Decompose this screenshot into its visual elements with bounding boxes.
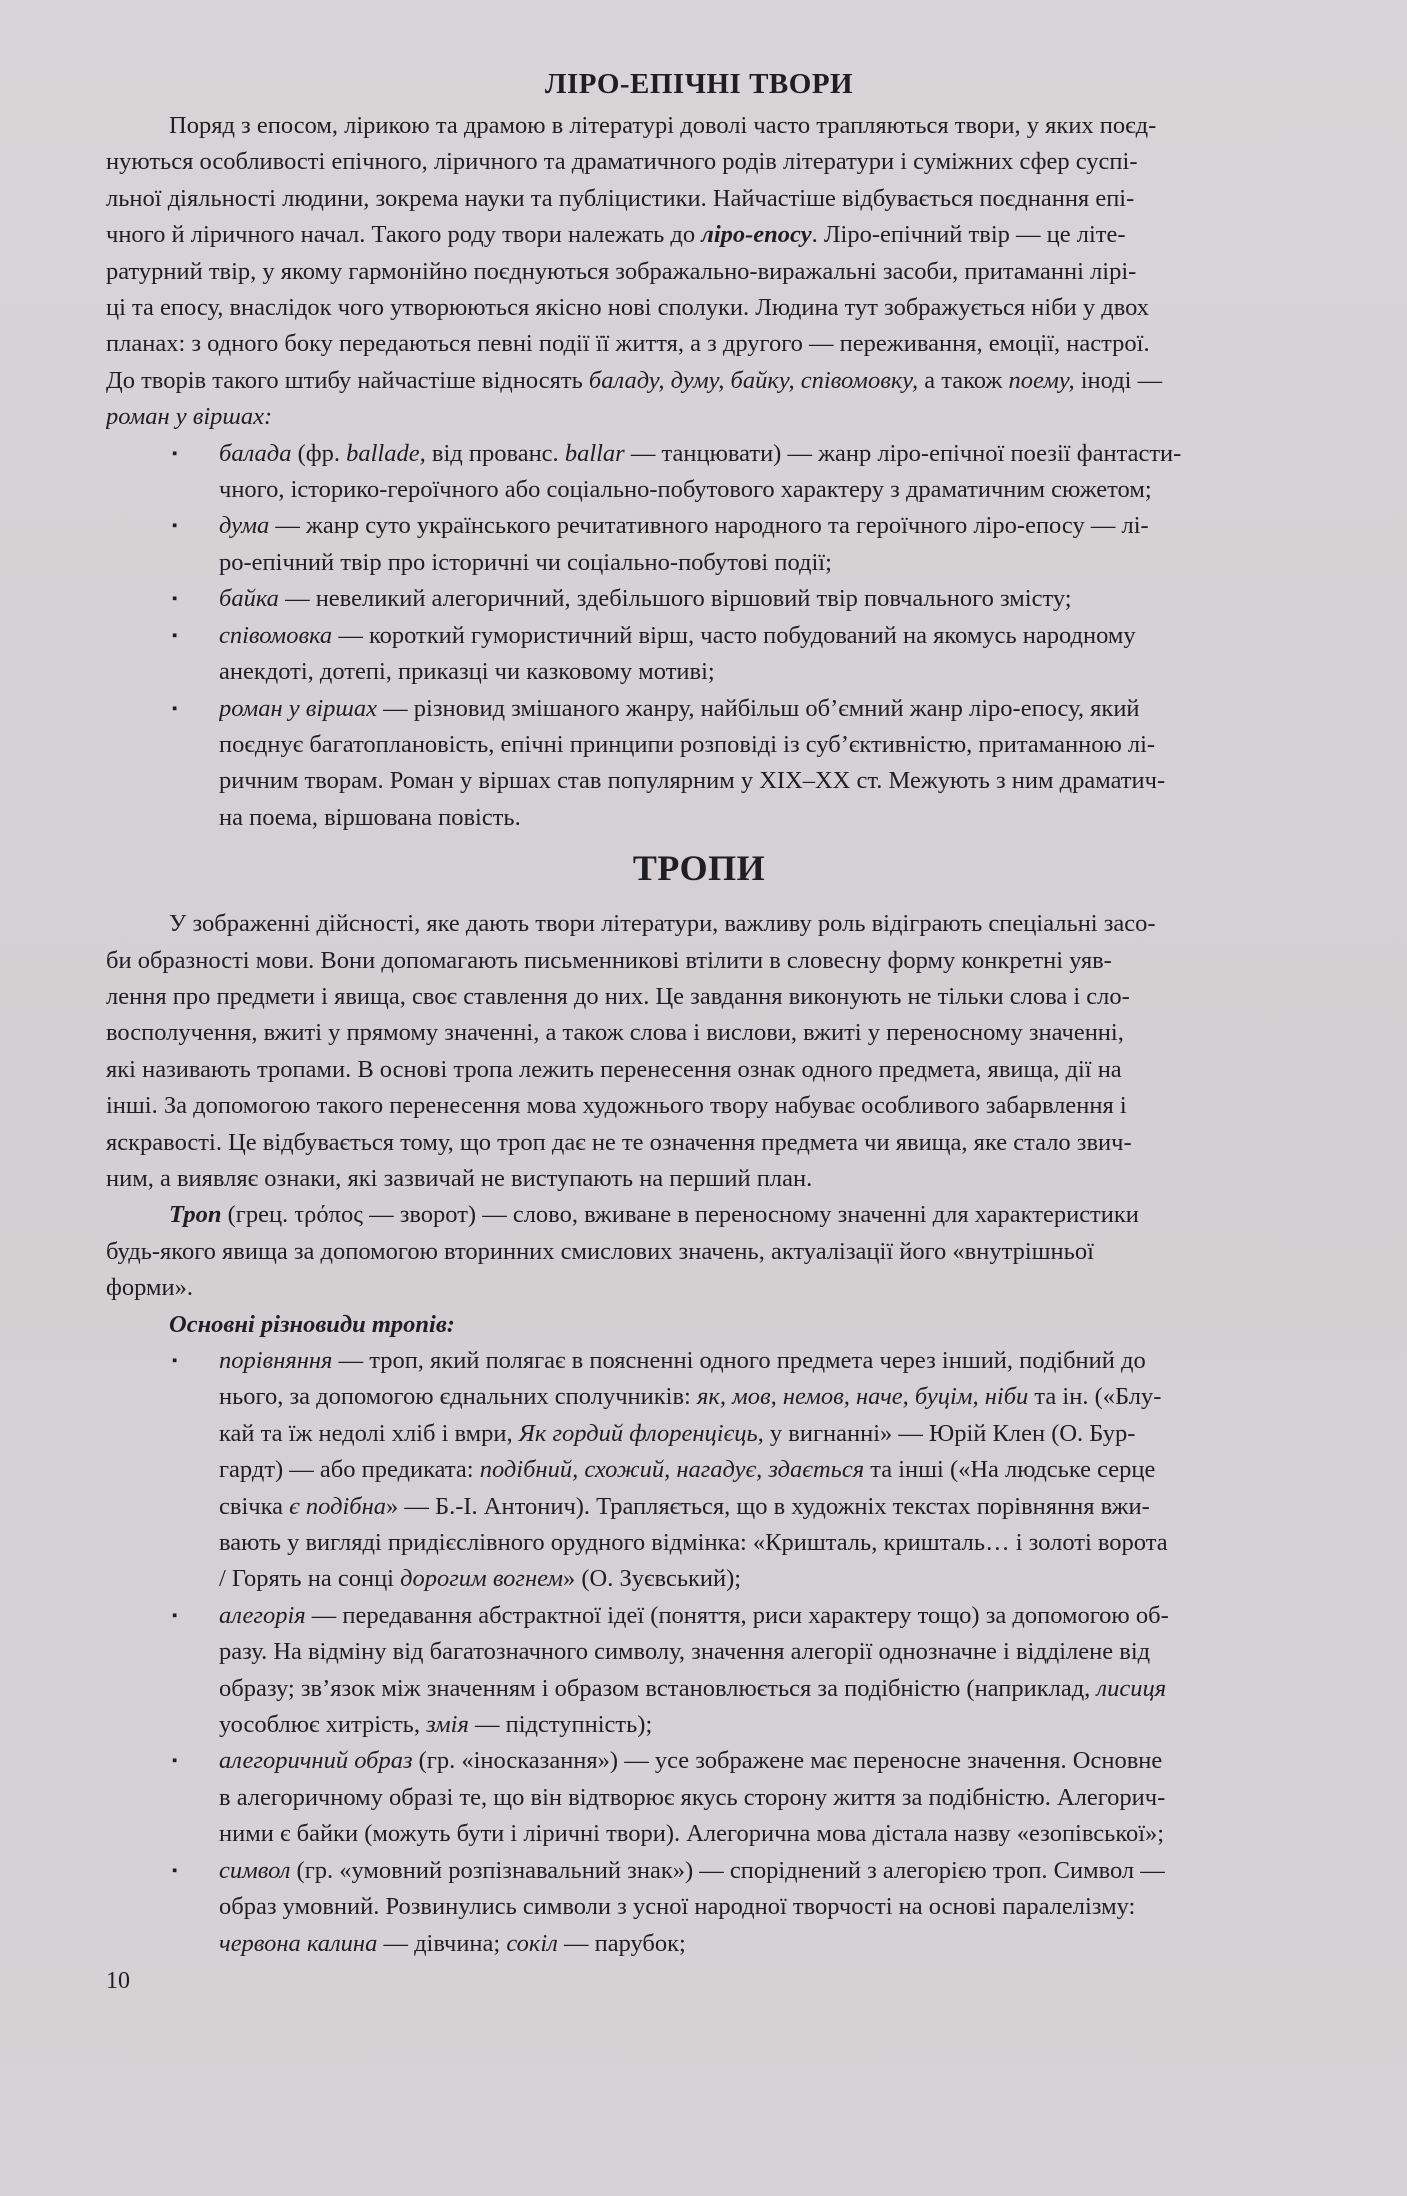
example-word: змія: [426, 1711, 469, 1739]
text-fragment: / Горять на сонці: [219, 1565, 401, 1593]
text-line: [219, 508, 1407, 544]
text-line: планах: з одного боку передаються певні події її життя, а з другого — переживання, емоції, настрої.: [106, 330, 1150, 358]
text-fragment: нього, за допомогою єднальних сполучників:: [219, 1383, 697, 1411]
list-item-spivomovka: [106, 618, 1407, 691]
list-item-ballad: [106, 436, 1407, 509]
text-line: [219, 1926, 1407, 1962]
bullet-icon: ▪: [172, 1353, 178, 1369]
bullet-icon: ▪: [172, 700, 178, 717]
text-fragment: — парубок;: [557, 1929, 686, 1957]
term: балада: [219, 439, 292, 467]
conjunction-list: як, мов, немов, наче, буцім, ніби: [696, 1383, 1029, 1411]
list-item-verse-novel: [106, 691, 1407, 837]
text-fragment: (грец. τρόπος — зворот) — слово, вживане в переносному значенні для характеристики: [221, 1201, 1139, 1229]
text-fragment: свічка: [219, 1492, 290, 1520]
term: алегоричний образ: [219, 1747, 413, 1775]
text-fragment: » (О. Зуєвський);: [563, 1565, 742, 1593]
text-fragment: — невеликий алегоричний, здебільшого віршовий твір повчального змісту;: [278, 585, 1072, 613]
text-fragment: До творів такого штибу найчастіше відносять: [106, 366, 583, 394]
text-line: [219, 1343, 1407, 1379]
text-line: Поряд з епосом, лірикою та драмою в літературі доволі часто трапляються твори, у яких поєд-: [169, 112, 1157, 139]
text-line: [106, 363, 1407, 399]
term: порівняння: [219, 1347, 333, 1374]
text-line: які називають тропами. В основі тропа лежить перенесення ознак одного предмета, явища, дії на: [106, 1055, 1122, 1083]
quote-emphasis: дорогим вогнем: [400, 1565, 563, 1593]
text-fragment: » — Б.-І. Антонич). Трапляється, що в художніх текстах порівняння вжи-: [386, 1492, 1150, 1520]
section-title-tropes: ТРОПИ: [632, 848, 766, 889]
text-fragment: гардт) — або предиката:: [219, 1456, 480, 1484]
text-fragment: кай та їж недолі хліб і вмри,: [219, 1419, 519, 1447]
foreign-word: ballar: [564, 439, 625, 467]
text-line: ро-епічний твір про історичні чи соціально-побутові події;: [219, 548, 832, 576]
text-line: ним, а виявляє ознаки, які зазвичай не виступають на перший план.: [106, 1164, 813, 1192]
text-fragment: у вигнанні» — Юрій Клен (О. Бур-: [763, 1419, 1136, 1447]
text-line: [219, 436, 1407, 472]
text-line: ці та епосу, внаслідок чого утворюються якісно нові сполуки. Людина тут зображується ніби у двох: [106, 294, 1150, 322]
example-word: лисиця: [1096, 1674, 1167, 1702]
text-fragment: — дівчина;: [377, 1929, 507, 1957]
tropes-subheading: Основні різновиди тропів:: [169, 1310, 455, 1338]
text-line: [106, 217, 1407, 253]
text-line: яскравості. Це відбувається тому, що троп дає не те означення предмета чи явища, яке стало звич-: [106, 1128, 1132, 1156]
text-line: [219, 1379, 1407, 1415]
text-fragment: чного й ліричного начал. Такого роду твори належать до: [106, 221, 696, 249]
list-item-fable: [106, 581, 1407, 617]
text-line: [219, 1489, 1407, 1525]
text-line: анекдоті, дотепі, приказці чи казковому мотиві;: [219, 658, 715, 686]
text-line: [219, 618, 1407, 654]
text-fragment: — жанр суто українського речитативного народного та героїчного ліро-епосу — лі-: [269, 512, 1149, 540]
text-line: [219, 691, 1407, 727]
text-line: [219, 1743, 1407, 1779]
bullet-icon: ▪: [172, 1753, 178, 1770]
lyro-epic-intro-paragraph: [106, 108, 1407, 436]
term: роман у віршах: [219, 694, 378, 722]
text-line: льної діяльності людини, зокрема науки та публіцистики. Найчастіше відбувається поєднання епі-: [106, 184, 1135, 212]
text-fragment: від прованс.: [425, 439, 565, 467]
page-content: [106, 62, 1407, 1962]
genre-list: баладу, думу, байку, співомовку,: [588, 366, 919, 394]
list-item-allegory: [106, 1598, 1407, 1744]
trope-definition-paragraph: [106, 1197, 1407, 1306]
bullet-icon: ▪: [172, 591, 178, 608]
text-fragment: (гр. «умовний розпізнавальний знак») — споріднений з алегорією троп. Символ —: [290, 1856, 1165, 1884]
text-fragment: (фр.: [291, 439, 347, 467]
term-trop: Троп: [169, 1201, 222, 1229]
predicate-list: подібний, схожий, нагадує, здається: [479, 1456, 865, 1484]
text-line: У зображенні дійсності, яке дають твори літератури, важливу роль відіграють спеціальні засо-: [169, 910, 1156, 938]
bullet-icon: ▪: [172, 518, 178, 535]
text-line: разу. На відміну від багатозначного символу, значення алегорії однозначне і відділене від: [219, 1638, 1151, 1666]
list-item-comparison: [106, 1343, 1407, 1598]
text-line: образ умовний. Розвинулись символи з усної народної творчості на основі паралелізму:: [219, 1893, 1136, 1921]
term: байка: [219, 585, 279, 613]
text-line: ними є байки (можуть бути і ліричні твори). Алегорична мова дістала назву «езопівської»;: [219, 1820, 1165, 1848]
text-line: чного, історико-героїчного або соціально-побутового характеру з драматичним сюжетом;: [219, 476, 1152, 504]
text-line: [219, 1707, 1407, 1743]
text-line: поєднує багатоплановість, епічні принципи розповіді із суб’єктивністю, притаманною лі-: [219, 730, 1156, 758]
tropes-intro-paragraph: [106, 906, 1407, 1197]
text-line: будь-якого явища за допомогою вторинних смислових значень, актуалізації його «внутрішньої: [106, 1237, 1094, 1265]
text-fragment: — передавання абстрактної ідеї (поняття, риси характеру тощо) за допомогою об-: [305, 1601, 1169, 1629]
genre-verse-novel: роман у віршах:: [106, 403, 273, 431]
bullet-icon: ▪: [172, 1607, 178, 1624]
text-fragment: — підступність);: [468, 1711, 653, 1739]
text-fragment: . Ліро-епічний твір — це літе-: [811, 221, 1126, 249]
text-fragment: — троп, який полягає в поясненні одного предмета через інший, подібний до: [332, 1347, 1146, 1374]
text-line: [219, 1671, 1407, 1707]
text-line: [219, 1416, 1407, 1452]
page-number: 10: [106, 1968, 130, 1994]
term: алегорія: [219, 1601, 306, 1629]
genre-poem: поему,: [1008, 366, 1075, 394]
text-line: би образності мови. Вони допомагають письменникові втілити в словесну форму конкретні уяв-: [106, 946, 1112, 974]
text-line: нуються особливості епічного, ліричного та драматичного родів літератури і суміжних сфер суспі-: [106, 148, 1138, 176]
text-fragment: (гр. «іносказання») — усе зображене має переносне значення. Основне: [412, 1747, 1163, 1775]
text-fragment: іноді —: [1080, 366, 1163, 394]
section-title-lyro-epic: ЛІРО-ЕПІЧНІ ТВОРИ: [544, 68, 854, 100]
term-lyro-epos: ліро-епосу: [701, 221, 812, 249]
text-fragment: образу; зв’язок між значенням і образом встановлюється за подібністю (наприклад,: [219, 1674, 1097, 1702]
bullet-icon: ▪: [172, 445, 178, 462]
text-line: в алегоричному образі те, що він відтворює якусь сторону життя за подібністю. Алегорич-: [219, 1783, 1166, 1811]
text-line: [219, 1853, 1407, 1889]
text-line: ричним творам. Роман у віршах став популярним у XIX–XX ст. Межують з ним драматич-: [219, 767, 1166, 795]
text-line: [106, 1197, 1407, 1233]
text-fragment: — танцювати) — жанр ліро-епічної поезії фантасти-: [624, 439, 1182, 467]
text-fragment: та ін. («Блу-: [1028, 1383, 1162, 1411]
text-line: [106, 399, 1407, 435]
text-line: форми».: [106, 1274, 193, 1302]
list-item-symbol: [106, 1853, 1407, 1962]
list-item-duma: [106, 508, 1407, 581]
text-line: інші. За допомогою такого перенесення мова художнього твору набуває особливого забарвлення і: [106, 1092, 1127, 1120]
quote-emphasis: Як гордий флоренцієць,: [518, 1419, 764, 1447]
text-fragment: а також: [924, 366, 1003, 394]
text-fragment: — різновид змішаного жанру, найбільш об’ємний жанр ліро-епосу, який: [377, 694, 1140, 722]
text-line: [219, 581, 1407, 617]
text-fragment: та інші («На людське серце: [864, 1456, 1156, 1484]
term: дума: [219, 512, 270, 540]
text-fragment: уособлює хитрість,: [219, 1711, 427, 1739]
text-line: восполучення, вжиті у прямому значенні, а також слова і вислови, вжиті у переносному значенні,: [106, 1019, 1124, 1047]
text-line: [219, 1452, 1407, 1488]
list-item-allegoric-image: [106, 1743, 1407, 1852]
example-word: червона калина: [219, 1929, 378, 1957]
text-line: вають у вигляді придієслівного орудного відмінка: «Кришталь, кришталь… і золоті ворота: [219, 1529, 1168, 1557]
bullet-icon: ▪: [172, 1862, 178, 1879]
example-word: сокіл: [506, 1929, 558, 1957]
term: співомовка: [219, 621, 333, 649]
text-line: на поема, віршована повість.: [219, 803, 521, 831]
tropes-list: [106, 1343, 1407, 1962]
text-line: ратурний твір, у якому гармонійно поєднуються зображально-виражальні засоби, притаманні лірі-: [106, 257, 1137, 285]
quote-emphasis: є подібна: [289, 1492, 387, 1520]
text-line: [219, 1561, 1407, 1597]
text-fragment: — короткий гумористичний вірш, часто побудований на якомусь народному: [332, 621, 1136, 649]
term: символ: [219, 1856, 291, 1884]
text-line: лення про предмети і явища, своє ставлення до них. Це завдання виконують не тільки слова і сло-: [106, 982, 1130, 1010]
bullet-icon: ▪: [172, 627, 178, 644]
text-line: [219, 1598, 1407, 1634]
foreign-word: ballade,: [346, 439, 426, 467]
lyro-epic-genre-list: [106, 436, 1407, 836]
